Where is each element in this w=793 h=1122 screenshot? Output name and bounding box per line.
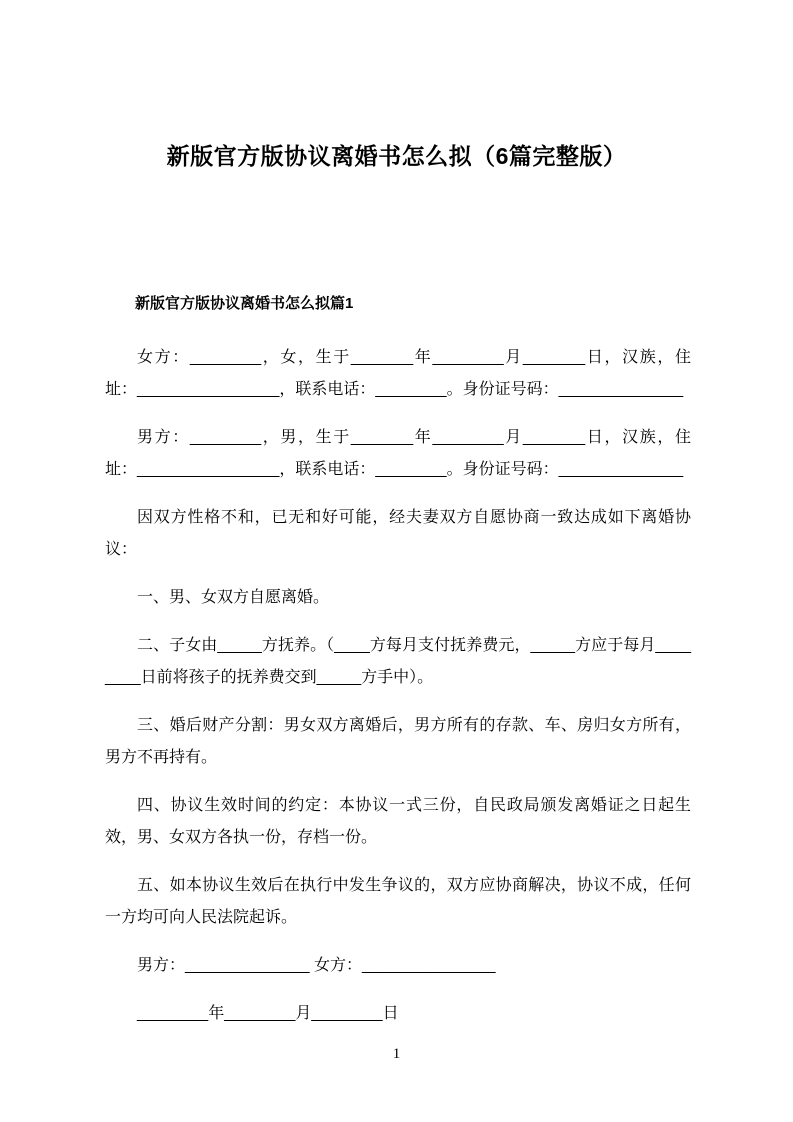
section-heading: 新版官方版协议离婚书怎么拟篇1 <box>135 295 354 312</box>
paragraph-clause-2: 二、子女由_____方抚养。（____方每月支付抚养费元，_____方应于每月________日前将孩子的抚养费交到_____方手中）。 <box>105 637 691 686</box>
paragraph-signatures: 男方：______________ 女方：_______________ <box>137 957 496 974</box>
paragraph-woman-info: 女方：________，女，生于_______年________月_______日，汉族，住址：________________，联系电话：________。身份证号码：______________ <box>105 349 691 398</box>
page-number: 1 <box>392 1046 401 1062</box>
paragraph-clause-1: 一、男、女双方自愿离婚。 <box>137 589 330 606</box>
document-body <box>105 288 691 1046</box>
paragraph-clause-3: 三、婚后财产分割：男女双方离婚后，男方所有的存款、车、房归女方所有，男方不再持有。 <box>105 717 691 766</box>
paragraph-clause-5: 五、如本协议生效后在执行中发生争议的，双方应协商解决，协议不成，任何一方均可向人民法院起诉。 <box>105 877 691 926</box>
paragraph-preamble: 因双方性格不和，已无和好可能，经夫妻双方自愿协商一致达成如下离婚协议： <box>105 509 691 558</box>
paragraph-clause-4: 四、协议生效时间的约定：本协议一式三份，自民政局颁发离婚证之日起生效，男、女双方各执一份，存档一份。 <box>105 797 691 846</box>
document-title: 新版官方版协议离婚书怎么拟（6篇完整版） <box>166 143 627 169</box>
paragraph-date-line: ________年________月________日 <box>137 1005 399 1022</box>
paragraph-man-info: 男方：________，男，生于_______年________月_______日，汉族，住址：________________，联系电话：________。身份证号码：______________ <box>105 429 691 478</box>
